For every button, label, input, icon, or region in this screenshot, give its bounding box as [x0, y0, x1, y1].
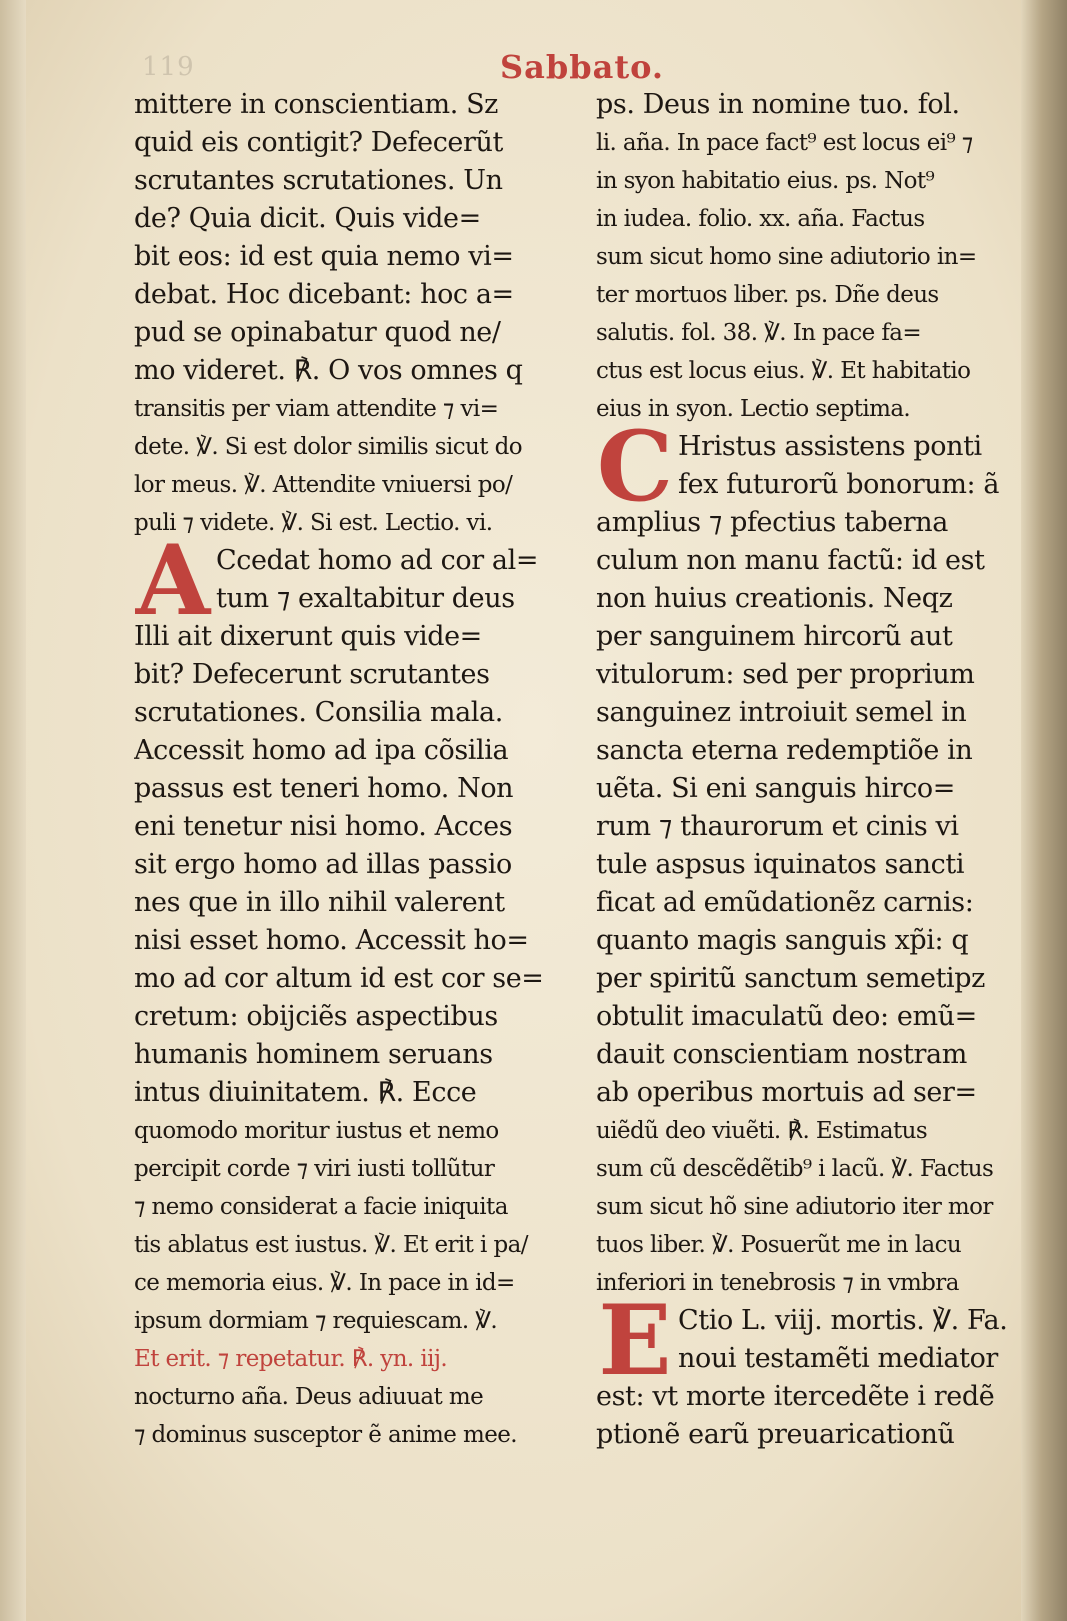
right-column — [596, 86, 1034, 1454]
text-line: salutis. fol. 38. ℣. In pace fa= — [596, 320, 922, 346]
text-line: quid eis contigit? Defecerũt — [134, 127, 503, 158]
rubric-line: Et erit. ⁊ repetatur. ℟. yn. iij. — [134, 1346, 448, 1372]
text-line: lor meus. ℣. Attendite vniuersi po/ — [134, 472, 513, 498]
text-line: uiẽdũ deo viuẽti. ℟. Estimatus — [596, 1118, 928, 1144]
text-line: ab operibus mortuis ad ser= — [596, 1077, 977, 1108]
text-line: noui testamẽti mediator — [678, 1343, 998, 1374]
decorated-initial: A — [135, 524, 211, 637]
text-line: est: vt morte itercedẽte i redẽ — [596, 1381, 995, 1412]
text-line: tis ablatus est iustus. ℣. Et erit i pa/ — [134, 1232, 528, 1258]
text-line: eni tenetur nisi homo. Acces — [134, 811, 513, 842]
text-line: ⁊ nemo considerat a facie iniquita — [134, 1194, 508, 1220]
text-line: tule aspsus iquinatos sancti — [596, 849, 965, 880]
page-left-edge — [0, 0, 26, 1621]
decorated-initial: C — [596, 410, 674, 523]
text-line: nisi esset homo. Accessit ho= — [134, 925, 529, 956]
text-line: transitis per viam attendite ⁊ vi= — [134, 396, 499, 422]
text-line: nocturno aña. Deus adiuuat me — [134, 1384, 484, 1410]
decorated-initial: E — [598, 1284, 672, 1397]
text-line: obtulit imaculatũ deo: emũ= — [596, 1001, 977, 1032]
text-line: puli ⁊ videte. ℣. Si est. Lectio. vi. — [134, 510, 493, 536]
text-line: quomodo moritur iustus et nemo — [134, 1118, 499, 1144]
text-line: de? Quia dicit. Quis vide= — [134, 203, 481, 234]
text-line: ctus est locus eius. ℣. Et habitatio — [596, 358, 971, 384]
text-line: mo videret. ℟. O vos omnes q — [134, 355, 523, 386]
text-line: ficat ad emũdationẽz carnis: — [596, 887, 974, 918]
text-line: bit eos: id est quia nemo vi= — [134, 241, 514, 272]
text-line: culum non manu factũ: id est — [596, 545, 985, 576]
text-line: sit ergo homo ad illas passio — [134, 849, 512, 880]
text-line: li. aña. In pace fact⁹ est locus ei⁹ ⁊ — [596, 130, 973, 156]
text-line: dauit conscientiam nostram — [596, 1039, 967, 1070]
folio-number: 119 — [142, 52, 195, 82]
text-line: per sanguinem hircorũ aut — [596, 621, 953, 652]
text-line: Accessit homo ad ipa cõsilia — [134, 735, 509, 766]
text-line: amplius ⁊ pfectius taberna — [596, 507, 948, 538]
text-line: mo ad cor altum id est cor se= — [134, 963, 544, 994]
text-line: sum sicut hõ sine adiutorio iter mor — [596, 1194, 993, 1220]
text-line: eius in syon. Lectio septima. — [596, 396, 911, 422]
text-line: sanguinez introiuit semel in — [596, 697, 967, 728]
text-line: uẽta. Si eni sanguis hirco= — [596, 773, 955, 804]
text-line: Ccedat homo ad cor al= — [216, 545, 539, 576]
text-line: percipit corde ⁊ viri iusti tollũtur — [134, 1156, 495, 1182]
text-line: tuos liber. ℣. Posuerũt me in lacu — [596, 1232, 962, 1258]
text-line: in iudea. folio. xx. aña. Factus — [596, 206, 925, 232]
text-line: intus diuinitatem. ℟. Ecce — [134, 1077, 477, 1108]
text-line: non huius creationis. Neqz — [596, 583, 953, 614]
text-line: scrutationes. Consilia mala. — [134, 697, 503, 728]
text-line: nes que in illo nihil valerent — [134, 887, 505, 918]
text-line: quanto magis sanguis xp̃i: q — [596, 925, 969, 956]
text-line: bit? Defecerunt scrutantes — [134, 659, 490, 690]
text-line: Ctio L. viij. mortis. ℣. Fa. — [678, 1305, 1008, 1336]
text-line: per spiritũ sanctum semetipz — [596, 963, 985, 994]
text-line: in syon habitatio eius. ps. Not⁹ — [596, 168, 935, 194]
text-line: Hristus assistens ponti — [678, 431, 982, 462]
text-line: fex futurorũ bonorum: ã — [678, 469, 1000, 500]
text-line: cretum: obijciẽs aspectibus — [134, 1001, 498, 1032]
text-line: ptionẽ earũ preuaricationũ — [596, 1419, 955, 1450]
left-column — [134, 86, 574, 1454]
text-line: humanis hominem seruans — [134, 1039, 493, 1070]
text-line: sancta eterna redemptiõe in — [596, 735, 973, 766]
text-line: vitulorum: sed per proprium — [596, 659, 975, 690]
text-line: rum ⁊ thaurorum et cinis vi — [596, 811, 959, 842]
text-line: ipsum dormiam ⁊ requiescam. ℣. — [134, 1308, 498, 1334]
text-line: pud se opinabatur quod ne/ — [134, 317, 501, 348]
text-line: sum sicut homo sine adiutorio in= — [596, 244, 977, 270]
text-line: debat. Hoc dicebant: hoc a= — [134, 279, 514, 310]
text-line: Illi ait dixerunt quis vide= — [134, 621, 482, 652]
text-line: scrutantes scrutationes. Un — [134, 165, 503, 196]
text-line: ce memoria eius. ℣. In pace in id= — [134, 1270, 515, 1296]
running-head: Sabbato. — [500, 48, 665, 86]
text-line: passus est teneri homo. Non — [134, 773, 514, 804]
text-line: ps. Deus in nomine tuo. fol. — [596, 89, 960, 120]
text-line: tum ⁊ exaltabitur deus — [216, 583, 515, 614]
text-line: inferiori in tenebrosis ⁊ in vmbra — [596, 1270, 959, 1296]
text-line: ter mortuos liber. ps. Dñe deus — [596, 282, 939, 308]
text-line: dete. ℣. Si est dolor similis sicut do — [134, 434, 522, 460]
text-line: sum cũ descẽdẽtib⁹ i lacũ. ℣. Factus — [596, 1156, 994, 1182]
text-line: ⁊ dominus susceptor ẽ anime mee. — [134, 1422, 517, 1448]
text-line: mittere in conscientiam. Sz — [134, 89, 499, 120]
